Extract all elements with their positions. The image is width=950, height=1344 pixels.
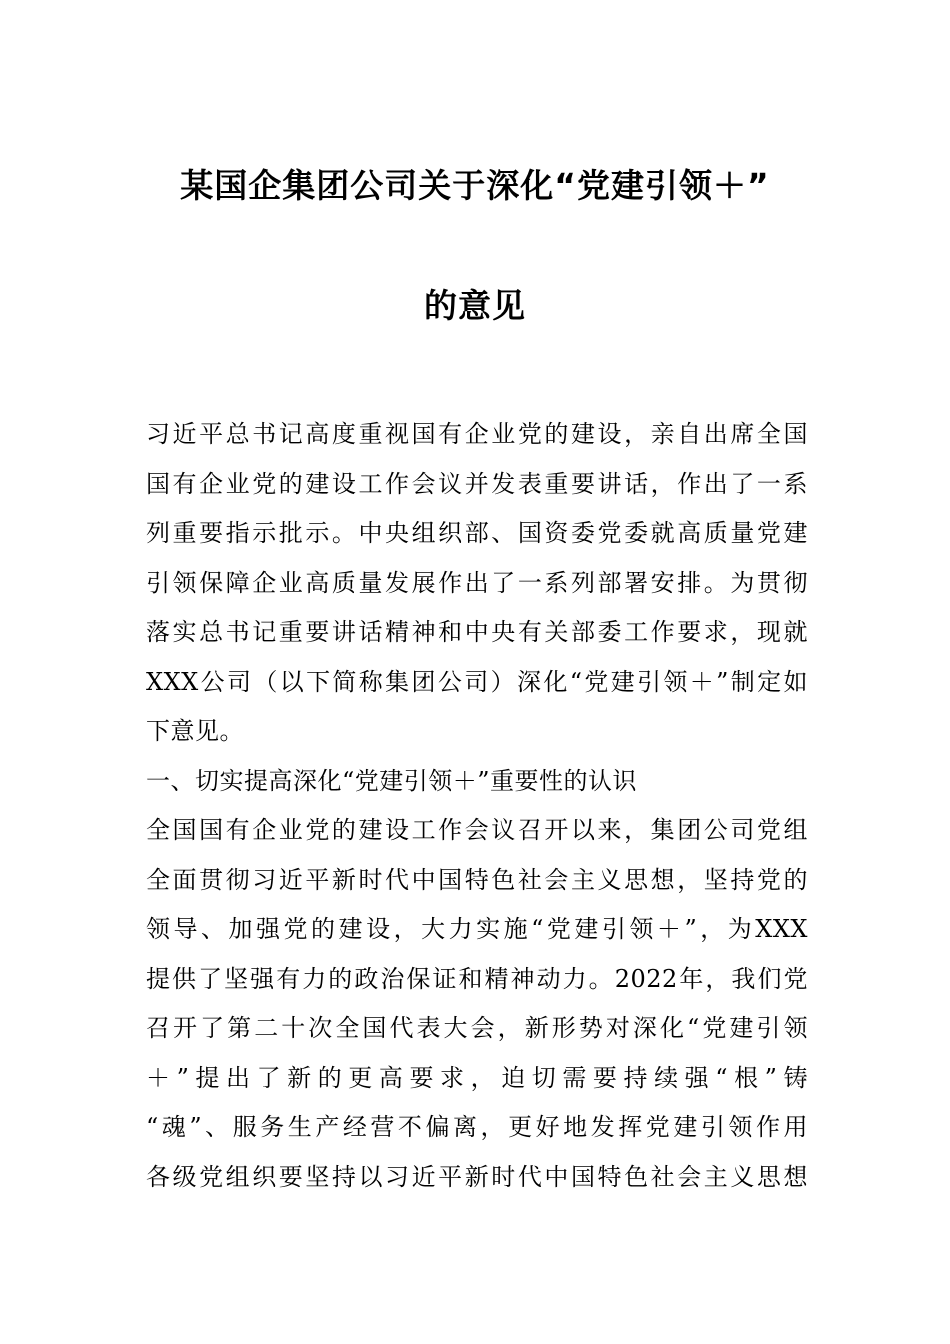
body-line: XXX公司（以下简称集团公司）深化“党建引领＋”制定如 — [146, 667, 808, 696]
section-heading: 一、切实提高深化“党建引领＋”重要性的认识 — [146, 766, 638, 795]
body-line: 各级党组织要坚持以习近平新时代中国特色社会主义思想 — [146, 1162, 808, 1191]
body-line: 国有企业党的建设工作会议并发表重要讲话，作出了一系 — [146, 469, 808, 498]
body-line: 引领保障企业高质量发展作出了一系列部署安排。为贯彻 — [146, 568, 808, 597]
body-line: 落实总书记重要讲话精神和中央有关部委工作要求，现就 — [146, 618, 808, 646]
document-title-line-1: 某国企集团公司关于深化“党建引领＋” — [180, 166, 770, 205]
body-line: “魂”、服务生产经营不偏离，更好地发挥党建引领作用 — [146, 1113, 808, 1141]
body-line: ＋”提出了新的更高要求，迫切需要持续强“根”铸 — [146, 1063, 808, 1092]
body-line: 全面贯彻习近平新时代中国特色社会主义思想，坚持党的 — [146, 865, 808, 894]
document-body — [146, 410, 808, 1202]
body-line: 领导、加强党的建设，大力实施“党建引领＋”，为XXX — [146, 915, 808, 943]
body-line: 习近平总书记高度重视国有企业党的建设，亲自出席全国 — [146, 420, 808, 448]
body-line: 提供了坚强有力的政治保证和精神动力。2022年，我们党 — [146, 964, 808, 993]
body-line: 召开了第二十次全国代表大会，新形势对深化“党建引领 — [146, 1014, 808, 1042]
body-line: 下意见。 — [146, 717, 244, 745]
body-line: 全国国有企业党的建设工作会议召开以来，集团公司党组 — [146, 816, 808, 844]
document-title-line-2: 的意见 — [424, 286, 526, 325]
body-line: 列重要指示批示。中央组织部、国资委党委就高质量党建 — [146, 519, 808, 547]
